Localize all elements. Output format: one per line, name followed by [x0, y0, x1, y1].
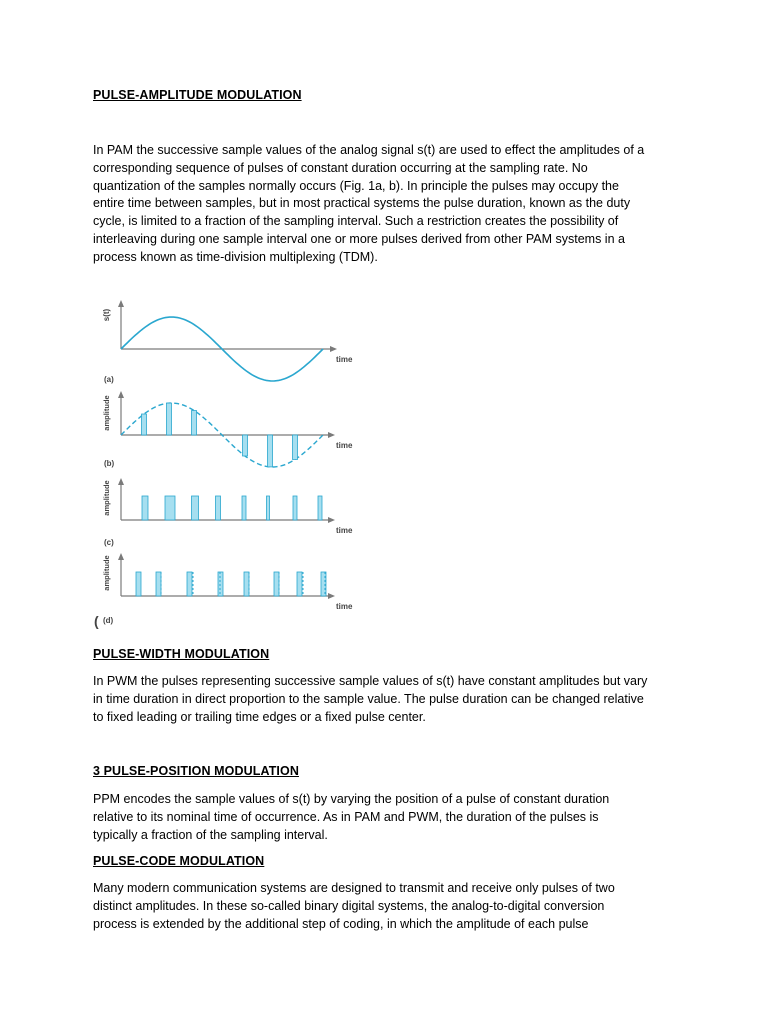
pwm-pulse — [165, 496, 175, 520]
pam-pulse — [293, 435, 298, 459]
pwm-pulse — [192, 496, 199, 520]
ppm-paragraph — [93, 791, 683, 844]
pwm-pulse — [318, 496, 322, 520]
pam-pulse — [142, 414, 147, 435]
panel-d-y-arrow-icon — [118, 553, 124, 560]
panel-c-y-label: amplitude — [102, 480, 111, 516]
pcm-line: distinct amplitudes. In these so-called binary digital systems, the analog-to-digital conversion — [93, 898, 605, 913]
pwm-pulse — [267, 496, 270, 520]
ppm-pulse — [297, 572, 302, 596]
panel-b-tag: (b) — [104, 459, 115, 468]
pam-line: interleaving during one sample interval one or more pulses derived from other PAM systems in a — [93, 231, 625, 246]
pwm-paragraph — [93, 673, 683, 726]
pam-line: entire time between samples, but in most practical systems the pulse duration, known as the duty — [93, 196, 631, 211]
ppm-pulse — [274, 572, 279, 596]
pwm-pulse — [242, 496, 246, 520]
panel-c-y-arrow-icon — [118, 478, 124, 485]
pam-line: quantization of the samples normally occurs (Fig. 1a, b). In principle the pulses may occupy the — [93, 178, 619, 193]
panel-d-y-label: amplitude — [102, 555, 111, 591]
ppm-heading: 3 PULSE-POSITION MODULATION — [93, 764, 299, 778]
pcm-line: Many modern communication systems are designed to transmit and receive only pulses of two — [93, 881, 615, 895]
panel-b-arrow-icon — [328, 432, 335, 438]
pwm-line: In PWM the pulses representing successive sample values of s(t) have constant amplitudes but vary — [93, 674, 648, 688]
pam-line: In PAM the successive sample values of the analog signal s(t) are used to effect the amplitudes of a — [93, 143, 645, 157]
ppm-line: relative to its nominal time of occurrence. As in PAM and PWM, the duration of the pulses is — [93, 809, 599, 824]
panel-d-arrow-icon — [328, 593, 335, 599]
pam-line: process known as time-division multiplexing (TDM). — [93, 249, 378, 264]
ppm-pulse — [244, 572, 249, 596]
ppm-pulse — [136, 572, 141, 596]
panel-a-y-label: s(t) — [102, 308, 111, 322]
modulation-figure — [90, 295, 380, 635]
panel-b-y-arrow-icon — [118, 391, 124, 398]
pam-pulse — [167, 403, 172, 435]
ppm-pulses — [136, 572, 326, 596]
panel-d-tag: (d) — [103, 616, 114, 625]
ppm-line: PPM encodes the sample values of s(t) by varying the position of a pulse of constant duration — [93, 792, 610, 806]
pam-heading: PULSE-AMPLITUDE MODULATION — [93, 88, 302, 102]
pwm-pulse — [293, 496, 297, 520]
pam-pulse — [268, 435, 273, 467]
ppm-line: typically a fraction of the sampling interval. — [93, 827, 328, 842]
panel-c-tag: (c) — [104, 538, 114, 547]
pwm-pulses — [142, 496, 322, 520]
panel-a — [102, 300, 353, 384]
pam-line: corresponding sequence of pulses of constant duration occurring at the sampling rate. No — [93, 160, 588, 175]
panel-d — [94, 553, 353, 629]
pwm-pulse — [216, 496, 221, 520]
pam-paragraph — [93, 142, 683, 267]
pwm-pulse — [142, 496, 148, 520]
panel-c-arrow-icon — [328, 517, 335, 523]
pcm-paragraph — [93, 880, 683, 933]
panel-b — [102, 391, 353, 468]
pcm-line: process is extended by the additional step of coding, in which the amplitude of each pulse — [93, 916, 589, 931]
ppm-pulse — [156, 572, 161, 596]
panel-a-y-arrow-icon — [118, 300, 124, 307]
panel-a-x-label: time — [336, 355, 353, 364]
pwm-line: to fixed leading or trailing time edges or a fixed pulse center. — [93, 709, 426, 724]
pam-pulse — [243, 435, 248, 456]
pcm-heading: PULSE-CODE MODULATION — [93, 854, 265, 868]
pam-pulse — [192, 411, 197, 435]
ppm-pulse — [187, 572, 192, 596]
panel-b-x-label: time — [336, 441, 353, 450]
pwm-heading: PULSE-WIDTH MODULATION — [93, 647, 270, 661]
panel-d-x-label: time — [336, 602, 353, 611]
panel-a-tag: (a) — [104, 375, 114, 384]
panel-d-bracket: ( — [94, 613, 99, 629]
panel-c-x-label: time — [336, 526, 353, 535]
panel-c — [102, 478, 353, 547]
panel-b-y-label: amplitude — [102, 395, 111, 431]
panel-a-arrow-icon — [330, 346, 337, 352]
pwm-line: in time duration in direct proportion to the sample value. The pulse duration can be changed relative — [93, 691, 644, 706]
pam-line: cycle, is limited to a fraction of the sampling interval. Such a restriction creates the possibility of — [93, 214, 619, 229]
